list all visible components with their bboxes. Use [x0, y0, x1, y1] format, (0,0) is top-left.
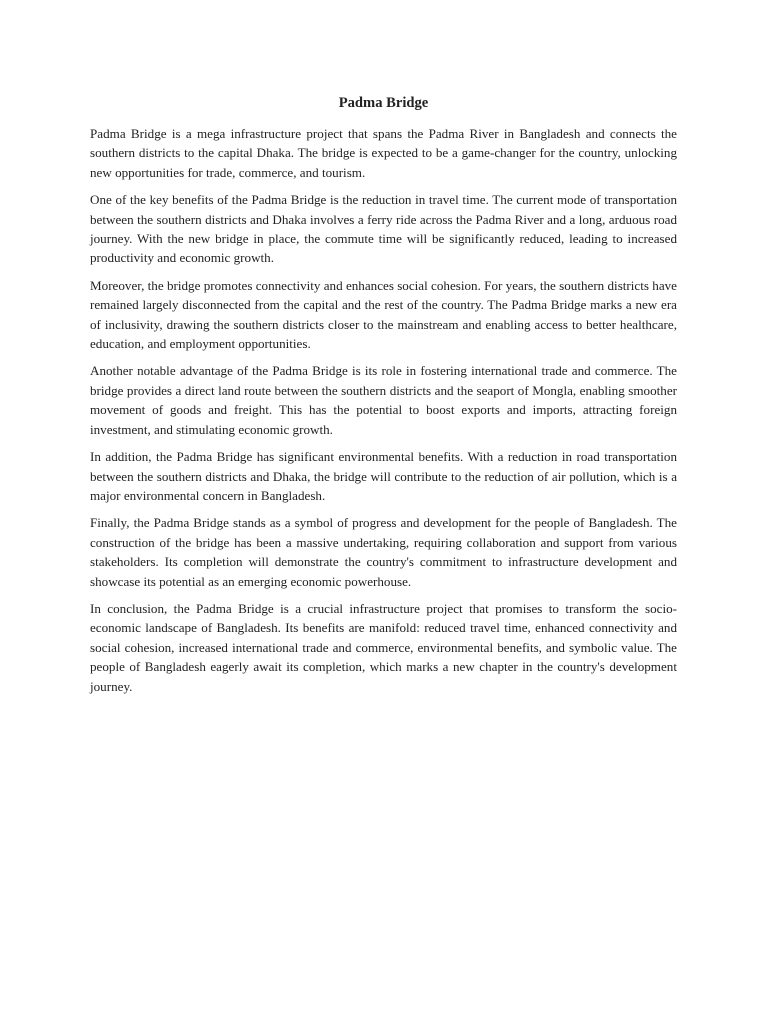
paragraph-symbol: Finally, the Padma Bridge stands as a symbol of progress and development for the people of Bangladesh. The construction of the bridge has been a massive undertaking, requiring collaboration and support from various stakeholders. Its completion will demonstrate the country's commitment to infrastructure development and showcase its potential as an emerging economic powerhouse. [90, 515, 677, 589]
paragraph-travel-time: One of the key benefits of the Padma Bridge is the reduction in travel time. The current mode of transportation between the southern districts and Dhaka involves a ferry ride across the Padma River and a long, arduous road journey. With the new bridge in place, the commute time will be significantly reduced, leading to increased productivity and economic growth. [90, 192, 677, 266]
paragraph-connectivity: Moreover, the bridge promotes connectivity and enhances social cohesion. For years, the southern districts have remained largely disconnected from the capital and the rest of the country. The Padma Bridge marks a new era of inclusivity, drawing the southern districts closer to the mainstream and enabling access to better healthcare, education, and employment opportunities. [90, 277, 677, 352]
document-page [90, 93, 677, 704]
document-title: Padma Bridge [338, 95, 429, 111]
paragraph-conclusion: In conclusion, the Padma Bridge is a crucial infrastructure project that promises to transform the socio-economic landscape of Bangladesh. Its benefits are manifold: reduced travel time, enhanced connectivity and social cohesion, increased international trade and commerce, environmental benefits, and symbolic value. The people of Bangladesh eagerly await its completion, which marks a new chapter in the country's development journey. [90, 600, 677, 694]
paragraph-intro: Padma Bridge is a mega infrastructure project that spans the Padma River in Bangladesh and connects the southern districts to the capital Dhaka. The bridge is expected to be a game-changer for the country, unlocking new opportunities for trade, commerce, and tourism. [90, 126, 677, 180]
paragraph-environment: In addition, the Padma Bridge has significant environmental benefits. With a reduction in road transportation between the southern districts and Dhaka, the bridge will contribute to the reduction of air pollution, which is a major environmental concern in Bangladesh. [90, 449, 677, 503]
paragraph-trade: Another notable advantage of the Padma Bridge is its role in fostering international trade and commerce. The bridge provides a direct land route between the southern districts and the seaport of Mongla, enabling smoother movement of goods and freight. This has the potential to boost exports and imports, attracting foreign investment, and stimulating economic growth. [90, 363, 677, 437]
